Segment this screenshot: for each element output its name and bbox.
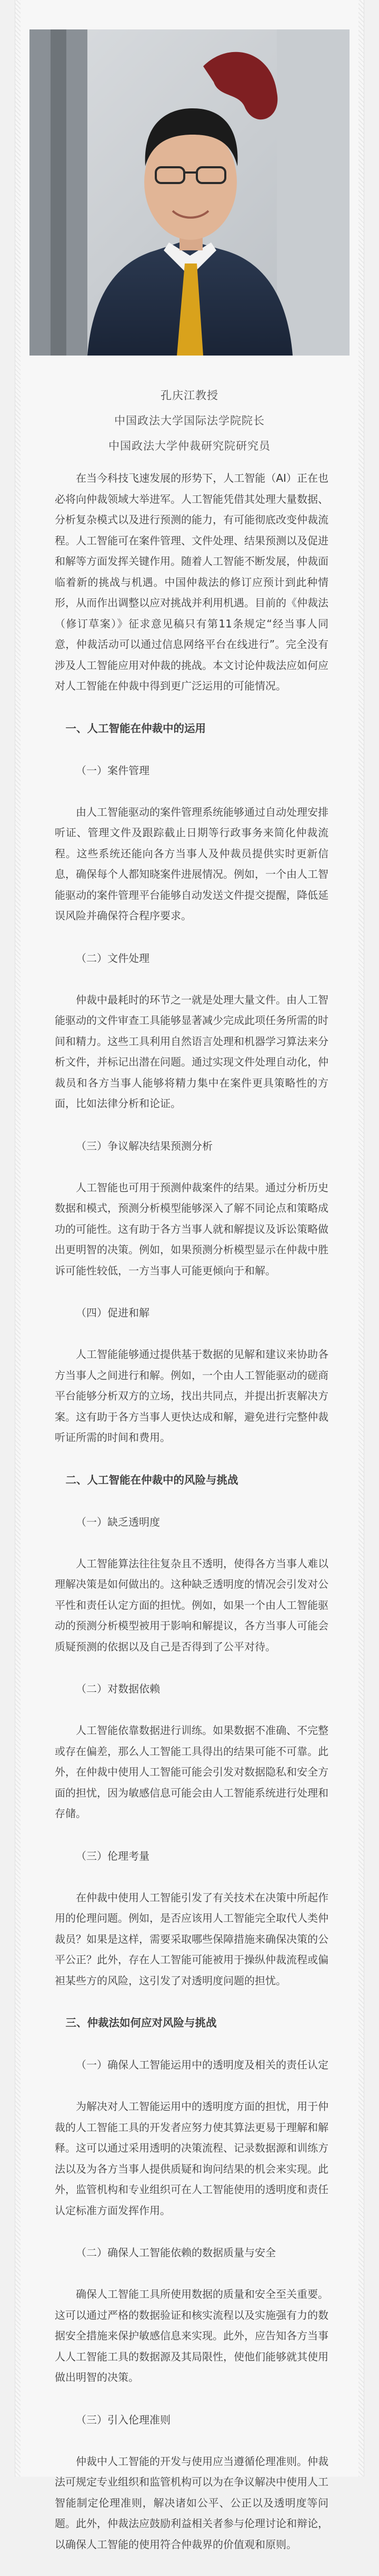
paragraph-3-3: 仲裁中人工智能的开发与使用应当遵循伦理准则。仲裁法可规定专业组织和监管机构可以为在争议解决中使用人工智能制定伦理准则，解决诸如公平、公正以及透明度等问题。此外，仲裁法应鼓励利益相关者参与伦理讨论和辩论，以确保人工智能的使用符合仲裁界的价值观和原则。	[55, 2455, 328, 2551]
subheading-1-2: （二）文件处理	[76, 951, 149, 965]
caption-title-1: 中国政法大学国际法学院院长	[114, 414, 265, 427]
subheading-3-2: （二）确保人工智能依赖的数据质量与安全	[76, 2246, 276, 2259]
article-body	[55, 468, 328, 2576]
subheading-3-1: （一）确保人工智能运用中的透明度及相关的责任认定	[76, 2058, 328, 2071]
paragraph-2-3: 在仲裁中使用人工智能引发了有关技术在决策中所起作用的伦理问题。例如，是否应该用人工智能完全取代人类仲裁员？如果是这样，需要采取哪些保障措施来确保决策的公平公正？此外，存在人工智能可能被用于操纵仲裁流程或偏袒某些方的风险，这引发了对透明度问题的担忧。	[55, 1891, 328, 1987]
subheading-2-1: （一）缺乏透明度	[76, 1515, 160, 1528]
paragraph-1-4: 人工智能能够通过提供基于数据的见解和建议来协助各方当事人之间进行和解。例如，一个由人工智能驱动的磋商平台能够分析双方的立场，找出共同点，并提出折衷解决方案。这有助于各方当事人更快达成和解，避免进行完整仲裁听证所需的时间和费用。	[55, 1348, 328, 1444]
paragraph-1-3: 人工智能也可用于预测仲裁案件的结果。通过分析历史数据和模式，预测分析模型能够深入了解不同论点和策略成功的可能性。这有助于各方当事人就和解提议及诉讼策略做出更明智的决策。例如，如果预测分析模型显示在仲裁中胜诉可能性较低，一方当事人可能更倾向于和解。	[55, 1181, 328, 1277]
portrait-photo	[29, 29, 350, 356]
paragraph-2-1: 人工智能算法往往复杂且不透明，使得各方当事人难以理解决策是如何做出的。这种缺乏透明度的情况会引发对公平性和责任认定方面的担忧。例如，如果一个由人工智能驱动的预测分析模型被用于影响和解提议，各方当事人可能会质疑预测的依据以及自己是否得到了公平对待。	[55, 1557, 328, 1653]
section-heading-3: 三、仲裁法如何应对风险与挑战	[65, 2016, 217, 2029]
subheading-2-3: （三）伦理考量	[76, 1849, 149, 1862]
subheading-3-3: （三）引入伦理准则	[76, 2413, 171, 2426]
paragraph-2-2: 人工智能依靠数据进行训练。如果数据不准确、不完整或存在偏差，那么人工智能工具得出的结果可能不可靠。此外，在仲裁中使用人工智能可能会引发对数据隐私和安全方面的担忧，因为敏感信息可能会由人工智能系统进行处理和存储。	[55, 1724, 328, 1820]
intro-paragraph: 在当今科技飞速发展的形势下，人工智能（AI）正在也必将向仲裁领域大举进军。人工智能凭借其处理大量数据、分析复杂模式以及进行预测的能力，有可能彻底改变仲裁流程。人工智能可在案件管理、文件处理、结果预测以及促进和解等方面发挥关键作用。随着人工智能不断发展，仲裁面临着新的挑战与机遇。中国仲裁法的修订应预计到此种情形，从而作出调整以应对挑战并利用机遇。目前的《仲裁法（修订草案）》征求意见稿只有第11条规定“经当事人同意，仲裁活动可以通过信息网络平台在线进行”。完全没有涉及人工智能应用对仲裁的挑战。本文讨论仲裁法应如何应对人工智能在仲裁中得到更广泛运用的可能情况。	[55, 472, 328, 692]
caption-title-2: 中国政法大学仲裁研究院研究员	[108, 440, 271, 452]
paragraph-3-2: 确保人工智能工具所使用数据的质量和安全至关重要。这可以通过严格的数据验证和核实流程以及实施强有力的数据安全措施来保护敏感信息来实现。此外，应告知各方当事人人工智能工具的数据源及其局限性，使他们能够就其使用做出明智的决策。	[55, 2288, 328, 2384]
paragraph-1-1: 由人工智能驱动的案件管理系统能够通过自动处理安排听证、管理文件及跟踪截止日期等行政事务来简化仲裁流程。这些系统还能向各方当事人及仲裁员提供实时更新信息，确保每个人都知晓案件进展情况。例如，一个由人工智能驱动的案件管理平台能够自动发送文件提交提醒，降低延误风险并确保符合程序要求。	[55, 805, 328, 922]
subheading-2-2: （二）对数据依赖	[76, 1682, 160, 1695]
subheading-1-4: （四）促进和解	[76, 1306, 149, 1319]
portrait-image	[29, 29, 350, 356]
section-heading-2: 二、人工智能在仲裁中的风险与挑战	[65, 1473, 238, 1486]
subheading-1-1: （一）案件管理	[76, 764, 149, 777]
paragraph-1-2: 仲裁中最耗时的环节之一就是处理大量文件。由人工智能驱动的文件审查工具能够显著减少完成此项任务所需的时间和精力。这些工具利用自然语言处理和机器学习算法来分析文件，并标记出潜在问题。通过实现文件处理自动化，仲裁员和各方当事人能够将精力集中在案件更具策略性的方面，比如法律分析和论证。	[55, 993, 328, 1110]
paragraph-3-1: 为解决对人工智能运用中的透明度方面的担忧，用于仲裁的人工智能工具的开发者应努力使其算法更易于理解和解释。这可以通过采用透明的决策流程、记录数据源和训练方法以及为各方当事人提供质疑和询问结果的机会来实现。此外，监管机构和专业组织可在人工智能使用的透明度和责任认定标准方面发挥作用。	[55, 2100, 328, 2217]
subheading-1-3: （三）争议解决结果预测分析	[76, 1139, 213, 1152]
caption-name: 孔庆江教授	[161, 389, 218, 402]
section-heading-1: 一、人工智能在仲裁中的运用	[65, 722, 206, 735]
